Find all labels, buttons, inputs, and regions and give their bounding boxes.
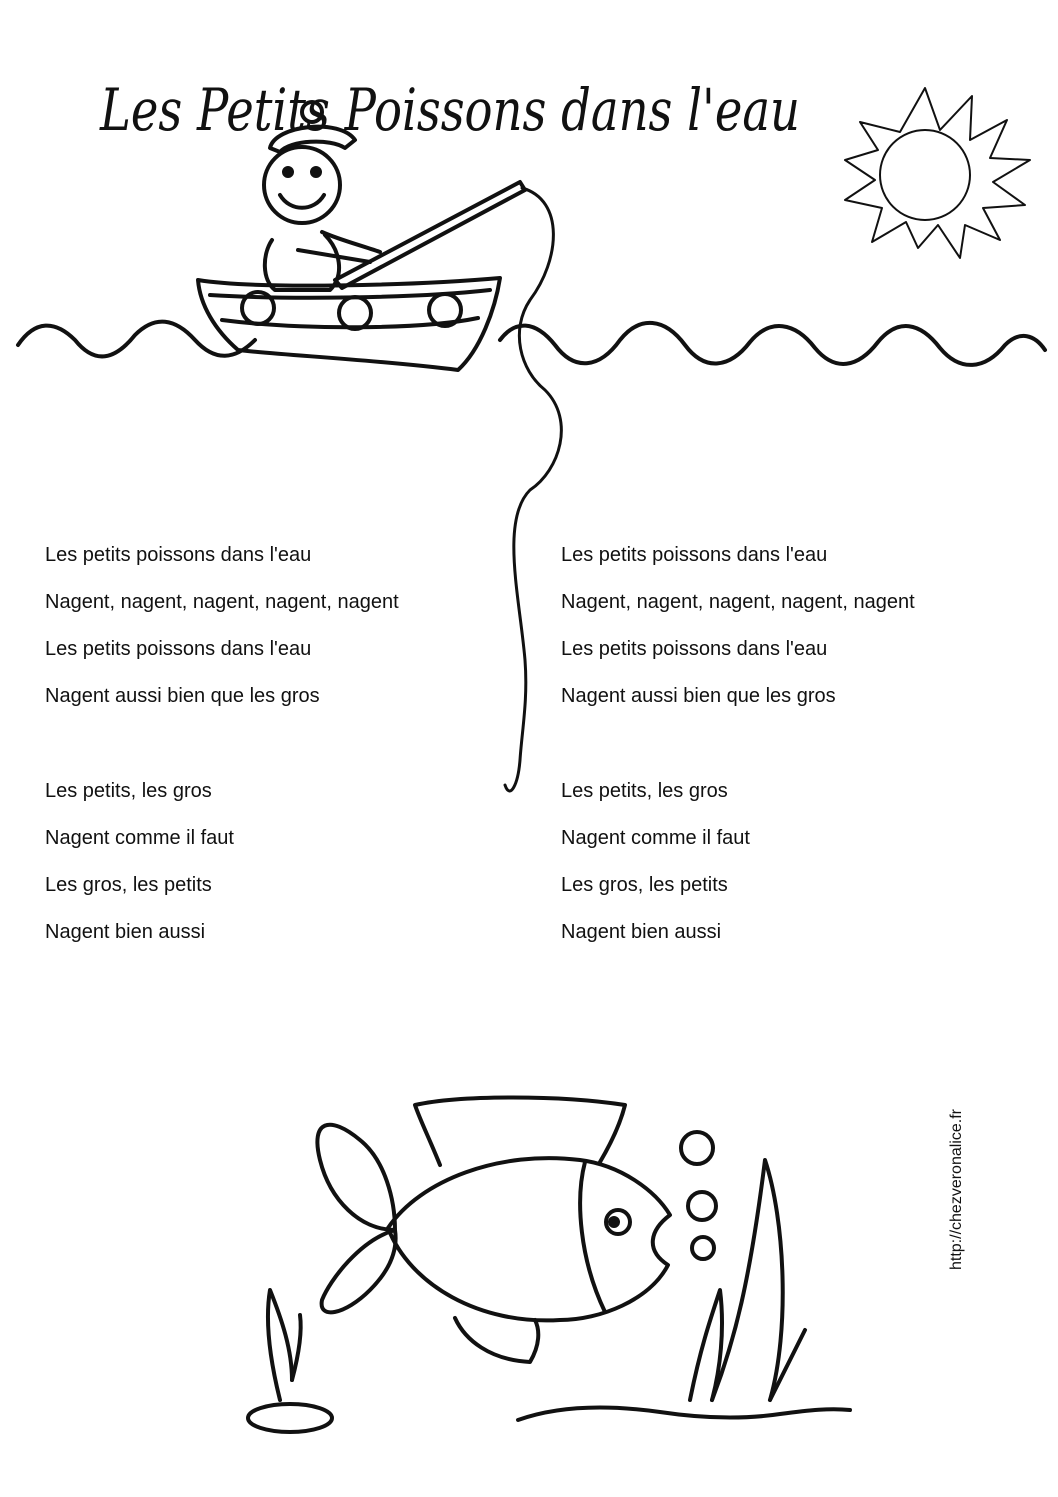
seaweed-icon [248, 1290, 332, 1432]
lyric-line: Nagent bien aussi [561, 921, 722, 943]
bubble-icon [681, 1132, 716, 1259]
lyric-line: Les petits poissons dans l'eau [45, 638, 312, 660]
lyrics-column-right [561, 532, 1031, 956]
lyric-line: Nagent, nagent, nagent, nagent, nagent [45, 591, 399, 613]
lyric-line: Les petits, les gros [45, 780, 212, 802]
stanza [45, 532, 515, 720]
lyric-line: Nagent comme il faut [561, 827, 750, 849]
wave-icon [18, 322, 1045, 365]
lyric-line: Les gros, les petits [45, 874, 212, 896]
lyric-line: Nagent, nagent, nagent, nagent, nagent [561, 591, 915, 613]
fish-icon [317, 1098, 670, 1363]
sea-floor [518, 1407, 850, 1420]
boat-icon [198, 278, 500, 370]
page-title: Les Petits Poissons dans l'eau [99, 76, 800, 144]
source-credit: http://chezveronalice.fr [948, 1109, 965, 1270]
stanza [561, 768, 1031, 956]
lyrics-column-left [45, 532, 515, 956]
stanza [561, 532, 1031, 720]
lyric-line: Nagent aussi bien que les gros [45, 685, 320, 707]
sun-icon [845, 88, 1030, 258]
stanza [45, 768, 515, 956]
lyric-line: Les petits poissons dans l'eau [45, 544, 312, 566]
lyric-line: Nagent aussi bien que les gros [561, 685, 836, 707]
lyric-line: Nagent bien aussi [45, 921, 206, 943]
lyric-line: Les petits poissons dans l'eau [561, 638, 828, 660]
lyric-line: Les gros, les petits [561, 874, 728, 896]
seaweed-icon [690, 1160, 805, 1400]
lyric-line: Les petits, les gros [561, 780, 728, 802]
lyric-line: Les petits poissons dans l'eau [561, 544, 828, 566]
lyric-line: Nagent comme il faut [45, 827, 234, 849]
